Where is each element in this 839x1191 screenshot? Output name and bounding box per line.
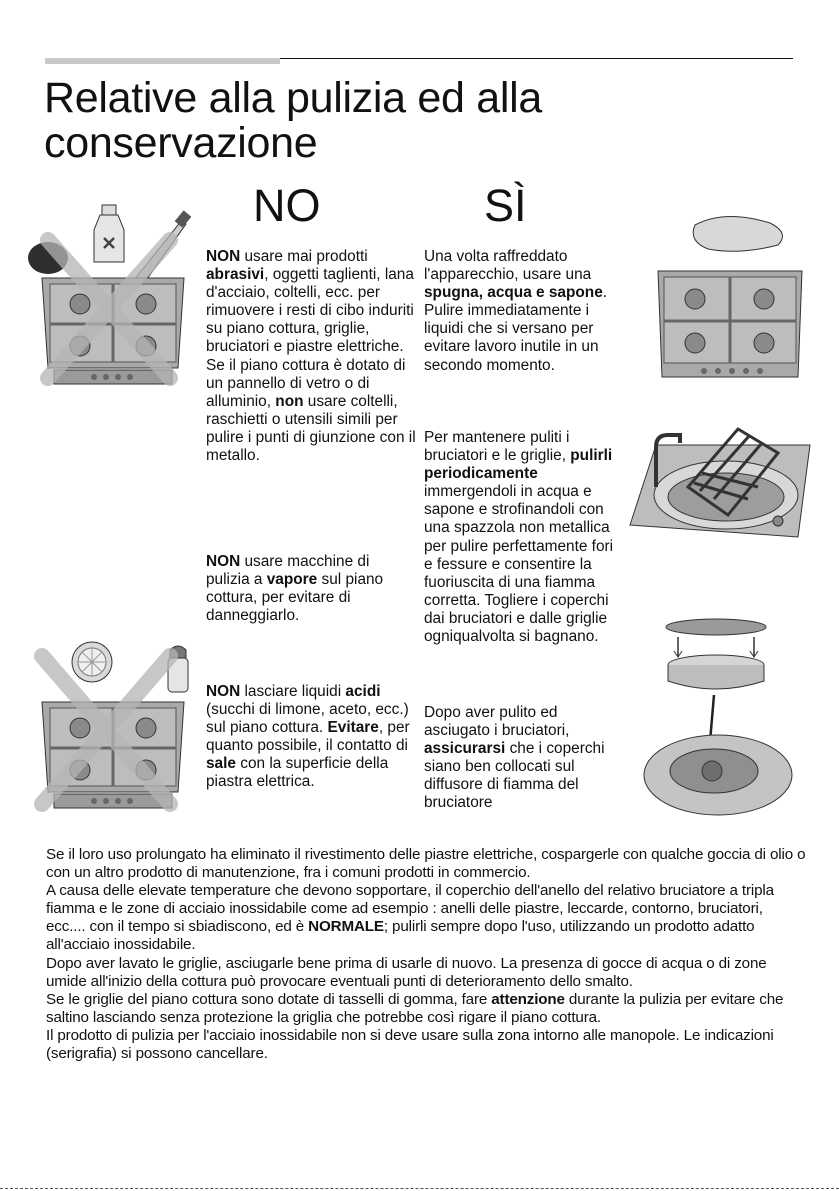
no-steam-text	[206, 553, 416, 625]
hob-icon	[658, 271, 802, 377]
emphasis-text: spugna, acqua e sapone	[424, 284, 603, 302]
burner-cap-icon	[666, 619, 766, 635]
note-paragraph	[46, 882, 806, 954]
emphasis-text: NON	[206, 683, 241, 700]
body-text: usare macchine di pulizia a	[206, 553, 370, 589]
sponge-cloth-icon	[693, 216, 782, 251]
body-text: A causa delle elevate temperature che devono sopportare, il coperchio dell'anello del relativo bruciatore a tripla fiamma e le zone di acciaio inossidabile come ad esempio : anelli delle piastre, leccarde, contorno, bruciatori, ecc.... con il tempo si sbiadiscono, ed è	[46, 882, 774, 936]
no-acids-text	[206, 683, 416, 792]
emphasis-text: assicurarsi	[424, 740, 506, 758]
emphasis-text: NON	[206, 553, 241, 570]
emphasis-text: NORMALE	[308, 918, 384, 936]
body-text: . Pulire immediatamente i liquidi che si versano per evitare lavoro inutile in un secondo momento.	[424, 284, 608, 374]
sponge-hob-illustration	[640, 205, 825, 390]
body-text: che i coperchi siano ben collocati sul diffusore di fiamma del bruciatore	[424, 740, 605, 812]
si-burners-text	[424, 429, 624, 646]
emphasis-text: abrasivi	[206, 266, 265, 284]
body-text: , per quanto possibile, il contatto di	[206, 719, 410, 755]
body-text: Il prodotto di pulizia per l'acciaio inossidabile non si deve usare sulla zona intorno alle manopole. Le indicazioni (serigrafia) si possono cancellare.	[46, 1026, 774, 1063]
sink-washing-grid-illustration	[628, 425, 813, 540]
body-text: lasciare liquidi	[240, 683, 346, 700]
body-text: Dopo aver pulito ed asciugato i bruciatori,	[424, 704, 570, 740]
body-text: sul piano cottura, per evitare di danneggiarlo.	[206, 571, 384, 625]
body-text: Dopo aver lavato le griglie, asciugarle bene prima di usarle di nuovo. La presenza di gocce di acqua o di zone umide all'inizio della cottura può provocare eventuali punti di deterioramento dello smalto.	[46, 954, 767, 990]
body-text: , oggetti taglienti, lana d'acciaio, coltelli, ecc. per rimuovere i resti di cibo induriti su piano cottura, griglie, bruciatori e piastre elettriche. Se il piano cottura è dotato di un pannello di vetro o di alluminio,	[206, 266, 414, 410]
header-accent-bar	[45, 58, 280, 64]
body-text: usare mai prodotti	[240, 248, 368, 265]
body-text: durante la pulizia per evitare che saltino lasciando senza protezione la griglia che potrebbe così rigare il piano cottura.	[46, 990, 784, 1026]
no-abrasives-text	[206, 248, 416, 465]
maintenance-notes	[46, 846, 806, 1063]
emphasis-text: sale	[206, 755, 236, 773]
note-paragraph	[46, 1027, 806, 1063]
note-paragraph	[46, 955, 806, 991]
page-cut-line	[0, 1188, 839, 1189]
bottle-icon	[94, 205, 124, 262]
no-column-heading: NO	[253, 180, 321, 231]
emphasis-text: Evitare	[327, 719, 379, 737]
burner-cap-assembly-illustration	[638, 615, 813, 820]
emphasis-text: acidi	[345, 683, 381, 700]
body-text: Se le griglie del piano cottura sono dotate di tasselli di gomma, fare	[46, 990, 492, 1008]
note-paragraph	[46, 846, 806, 882]
lemon-icon	[72, 642, 112, 682]
body-text: (succhi di limone, aceto, ecc.) sul piano cottura.	[206, 701, 409, 737]
body-text: ; pulirli sempre dopo l'uso, utilizzando un prodotto adatto all'acciaio inossidabile.	[46, 918, 755, 954]
body-text: con la superficie della piastra elettrica.	[206, 755, 389, 791]
body-text: Se il loro uso prolungato ha eliminato il rivestimento delle piastre elettriche, cospargerle con qualche goccia di olio o con un altro prodotto di manutenzione, fra i comuni prodotti in commercio.	[46, 846, 806, 882]
si-covers-text	[424, 704, 624, 813]
emphasis-text: NON	[206, 248, 241, 265]
body-text: usare coltelli, raschietti o utensili simili per pulire i punti di giunzione con il metallo.	[206, 392, 416, 465]
burner-base-icon	[644, 735, 792, 815]
page-title: Relative alla pulizia ed alla conservazione	[44, 74, 543, 167]
emphasis-text: attenzione	[491, 990, 565, 1008]
si-sponge-text	[424, 248, 624, 375]
body-text: Per mantenere puliti i bruciatori e le griglie,	[424, 429, 571, 465]
body-text: immergendoli in acqua e sapone e strofinandoli con una spazzola non metallica per pulire perfettamente fori e fessure e consentire la fuoriuscita di una fiamma corretta. Togliere i coperchi dai bruciatori e dalle griglie ogniqualvolta si bagnano.	[424, 483, 614, 646]
crossed-hob-acids-illustration	[20, 640, 200, 815]
flame-spreader-icon	[668, 655, 764, 689]
note-paragraph	[46, 991, 806, 1027]
emphasis-text: non	[275, 392, 304, 410]
crossed-hob-abrasives-illustration	[20, 200, 200, 390]
emphasis-text: pulirli periodicamente	[424, 447, 613, 483]
body-text: Una volta raffreddato l'apparecchio, usare una	[424, 248, 592, 284]
emphasis-text: vapore	[266, 571, 318, 589]
si-column-heading: SÌ	[484, 180, 527, 231]
